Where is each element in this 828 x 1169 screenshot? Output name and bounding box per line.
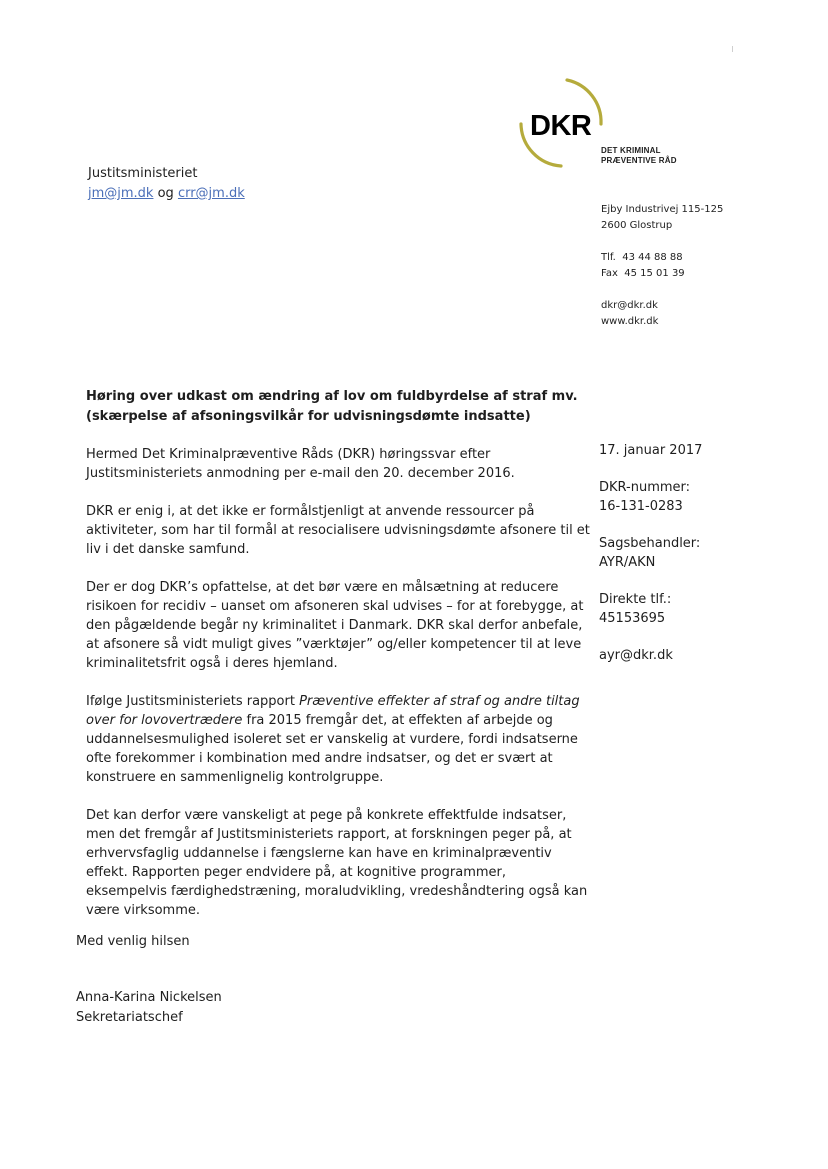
org-name-line-1: DET KRIMINAL <box>601 146 661 155</box>
letter-date: 17. januar 2017 <box>599 443 703 458</box>
body-paragraph-3: Der er dog DKR’s opfattelse, at det bør være en målsætning at reducere risikoen for recidiv – uanset om afsoneren skal udvises – for at forebygge, at den pågældende begår ny kriminalitet i Danmark. DKR skal derfor anbefale, at afsonere så vidt muligt gives ”værktøjer” og/eller kompetencer til at leve kriminalitetsfrit også i deres hjemland. <box>86 580 584 671</box>
recipient-block <box>88 164 245 204</box>
dkr-logo-mark <box>515 78 607 170</box>
body-paragraph-4-pre: Ifølge Justitsministeriets rapport <box>86 694 300 709</box>
direct-phone-label: Direkte tlf.: <box>599 592 672 607</box>
signature-block <box>76 988 222 1028</box>
dkr-logo <box>515 78 607 170</box>
org-name-line-2: PRÆVENTIVE RÅD <box>601 156 677 165</box>
letter-meta <box>599 441 799 665</box>
sender-address-line-1: Ejby Industrivej 115-125 <box>601 204 724 215</box>
direct-phone-block <box>599 590 799 628</box>
sender-contact <box>601 202 723 330</box>
body-paragraph-4 <box>86 692 590 787</box>
sender-address-line-2: 2600 Glostrup <box>601 220 673 231</box>
subject-line-1: Høring over udkast om ændring af lov om fuldbyrdelse af straf mv. <box>86 389 578 404</box>
case-handler-label: Sagsbehandler: <box>599 536 701 551</box>
report-title: Præventive effekter af straf og andre tiltag over for lovovertrædere <box>86 694 580 728</box>
sender-email: dkr@dkr.dk <box>601 300 658 311</box>
body-paragraph-4-post: fra 2015 fremgår det, at effekten af arbejde og uddannelsesmulighed isoleret set er vanskelig at vurdere, fordi indsatserne ofte forekommer i kombination med andre indsatser, og det er svært at konstruere en sammenlignelig kontrolgruppe. <box>86 713 578 785</box>
letter-subject <box>86 387 596 427</box>
subject-line-2: (skærpelse af afsoningsvilkår for udvisningsdømte indsatte) <box>86 409 531 424</box>
sender-website: www.dkr.dk <box>601 316 659 327</box>
body-paragraph-2: DKR er enig i, at det ikke er formålstjenligt at anvende ressourcer på aktiviteter, som har til formål at resocialisere udvisningsdømte afsonere til et liv i det danske samfund. <box>86 504 590 557</box>
recipient-email-jm-link[interactable]: jm@jm.dk <box>88 186 154 201</box>
case-number-block <box>599 478 799 516</box>
handler-email: ayr@dkr.dk <box>599 648 673 663</box>
recipient-name: Justitsministeriet <box>88 166 198 181</box>
closing-greeting: Med venlig hilsen <box>76 934 190 949</box>
case-number-value: 16-131-0283 <box>599 499 683 514</box>
signer-title: Sekretariatschef <box>76 1010 183 1025</box>
sender-fax: Fax 45 15 01 39 <box>601 268 685 279</box>
sender-phone: Tlf. 43 44 88 88 <box>601 252 683 263</box>
recipient-email-crr-link[interactable]: crr@jm.dk <box>177 186 245 201</box>
org-name <box>601 146 677 166</box>
letter-body <box>86 445 590 920</box>
case-handler-block <box>599 534 799 572</box>
direct-phone-value: 45153695 <box>599 611 666 626</box>
scan-speck <box>732 46 733 52</box>
case-handler-value: AYR/AKN <box>599 555 656 570</box>
body-paragraph-5: Det kan derfor være vanskeligt at pege på konkrete effektfulde indsatser, men det fremgår af Justitsministeriets rapport, at forskningen peger på, at erhvervsfaglig uddannelse i fængslerne kan have en kriminalpræventiv effekt. Rapporten peger endvidere på, at kognitive programmer, eksempelvis færdighedstræning, moraludvikling, vredeshåndtering også kan være virksomme. <box>86 808 588 918</box>
logo-text: DKR <box>530 110 592 142</box>
case-number-label: DKR-nummer: <box>599 480 691 495</box>
recipient-email-conjunction: og <box>153 186 178 201</box>
signer-name: Anna-Karina Nickelsen <box>76 990 222 1005</box>
body-paragraph-1: Hermed Det Kriminalpræventive Råds (DKR) høringssvar efter Justitsministeriets anmodning per e-mail den 20. december 2016. <box>86 447 515 481</box>
recipient-emails <box>88 184 245 204</box>
